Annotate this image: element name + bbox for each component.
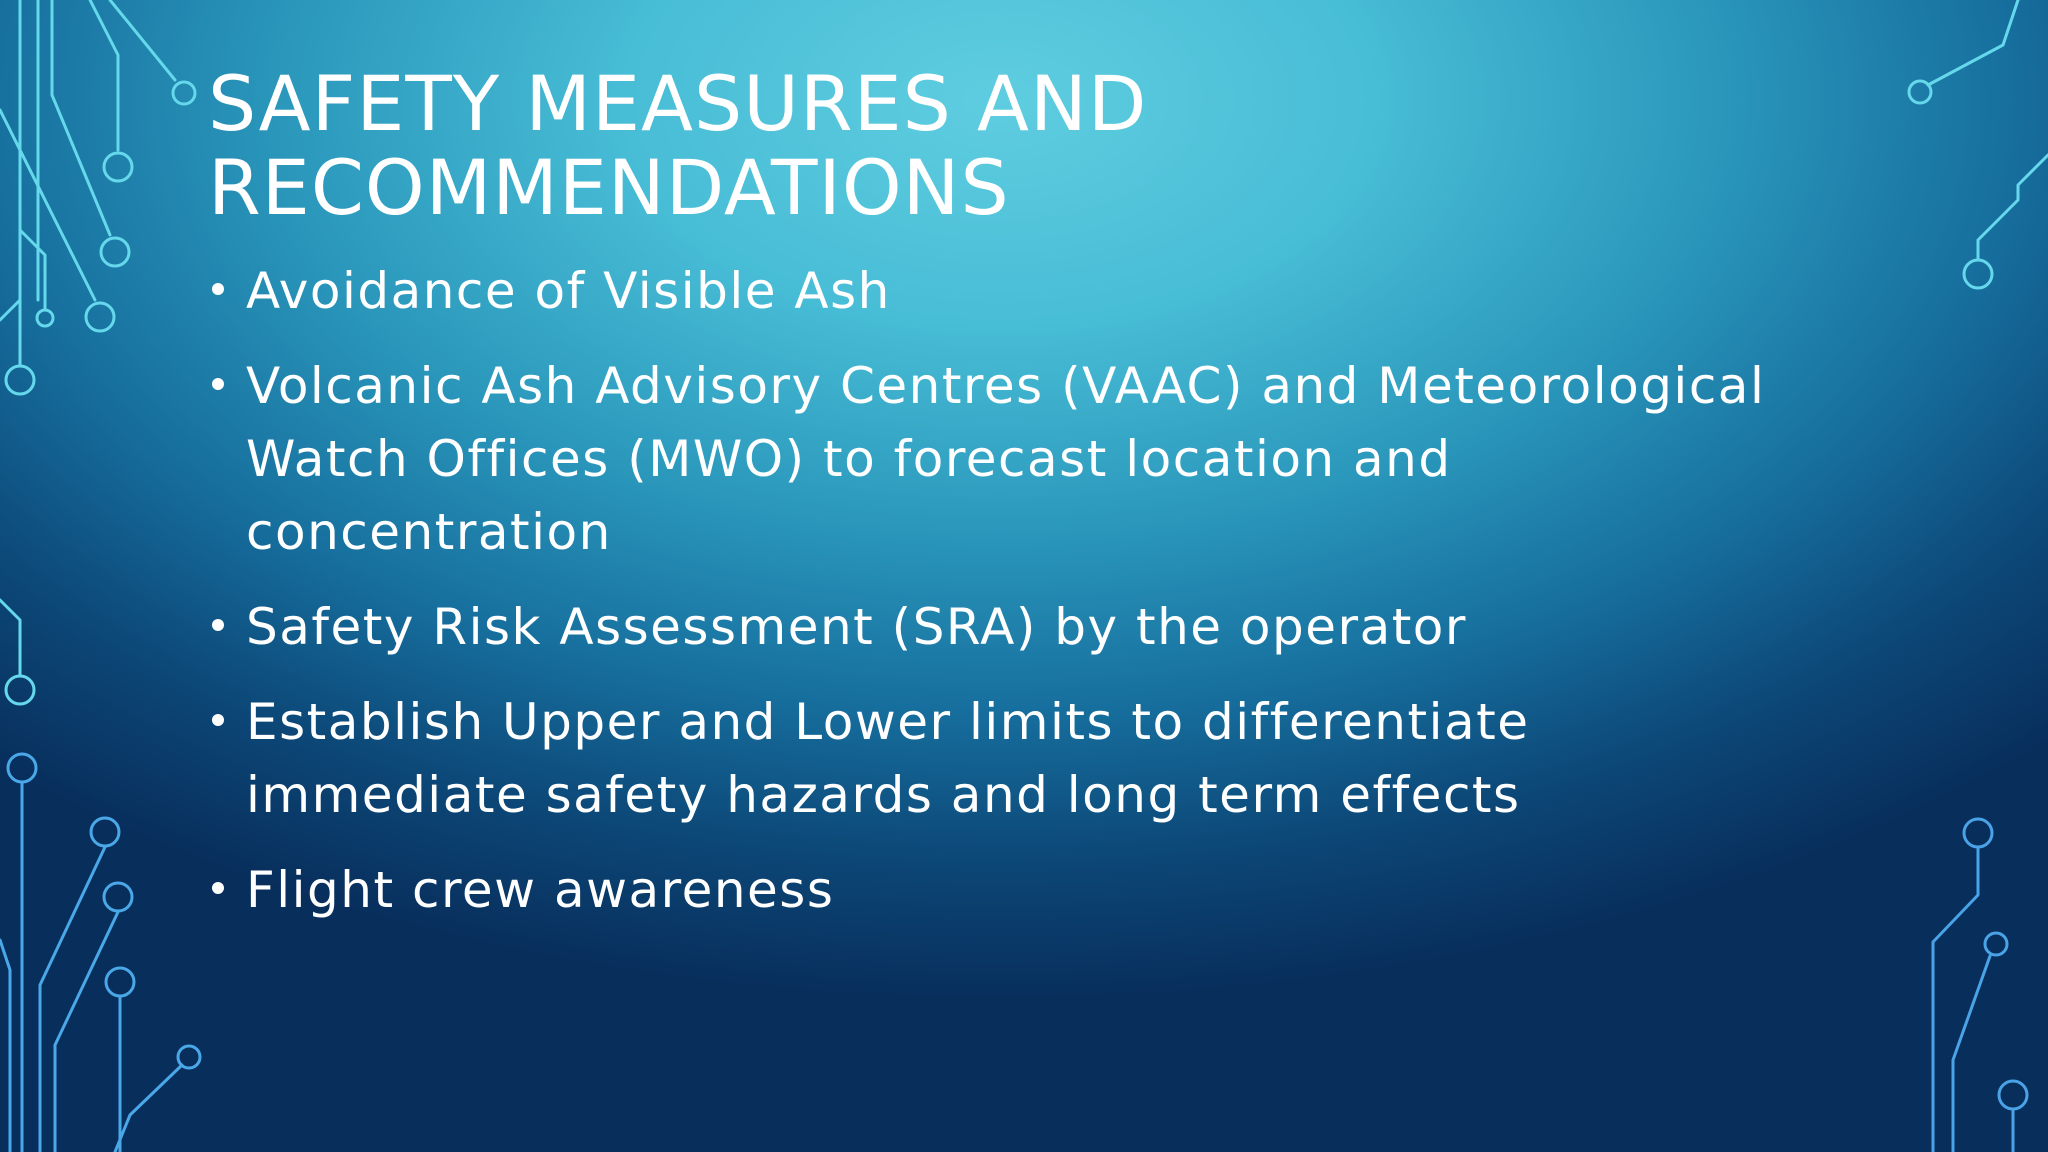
slide-title: [208, 59, 1708, 232]
circuit-right-icon: [1828, 0, 2048, 1152]
bullet-dot-icon: [212, 714, 224, 726]
bullet-dot-icon: [212, 283, 224, 295]
bullet-text: Volcanic Ash Advisory Centres (VAAC) and Meteorological Watch Offices (MWO) to forecast location and concentration: [246, 357, 1766, 561]
bullet-text: Establish Upper and Lower limits to differentiate immediate safety hazards and long term effects: [246, 693, 1530, 824]
bullet-dot-icon: [212, 882, 224, 894]
bullet-text: Avoidance of Visible Ash: [246, 262, 891, 320]
bullet-item: [208, 255, 1768, 328]
bullet-item: [208, 591, 1768, 664]
bullet-list: [208, 255, 1768, 949]
bullet-text: Safety Risk Assessment (SRA) by the operator: [246, 598, 1467, 656]
bullet-item: [208, 854, 1768, 927]
bullet-dot-icon: [212, 619, 224, 631]
bullet-dot-icon: [212, 378, 224, 390]
bullet-text: Flight crew awareness: [246, 861, 835, 919]
bullet-item: [208, 350, 1768, 569]
slide-title-line-2: RECOMMENDATIONS: [208, 143, 1010, 232]
circuit-left-icon: [0, 0, 220, 1152]
bullet-item: [208, 686, 1768, 832]
slide-title-line-1: SAFETY MEASURES AND: [208, 59, 1148, 148]
